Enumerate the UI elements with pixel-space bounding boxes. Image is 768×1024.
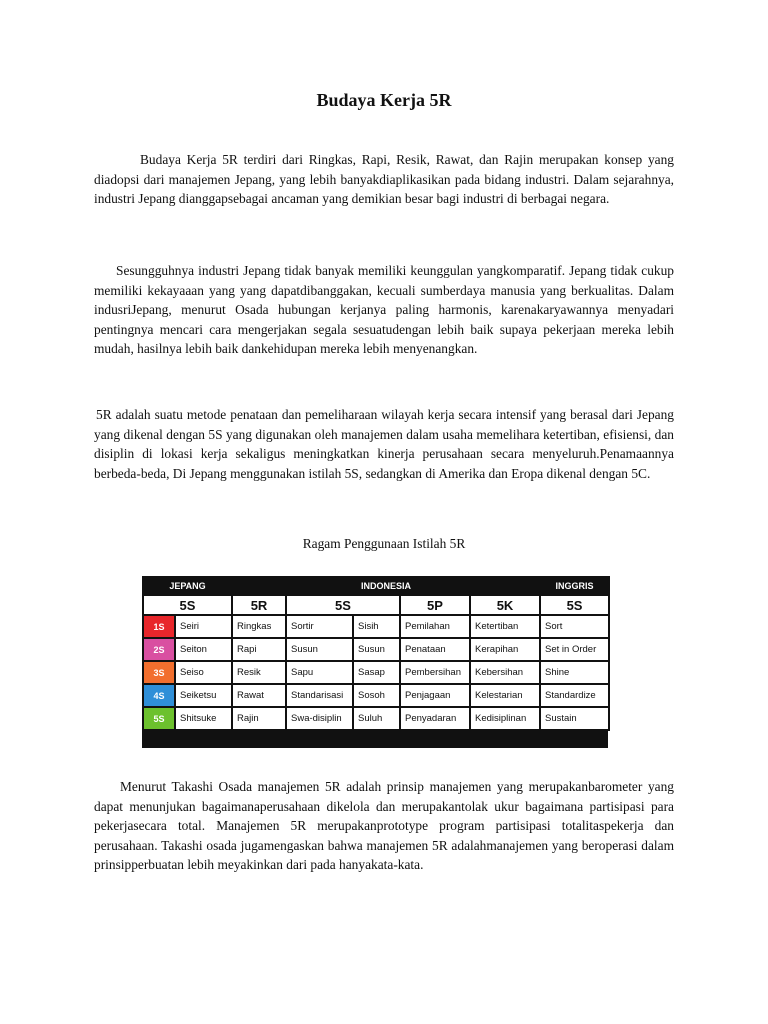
group-header-inggris: INGGRIS [540, 577, 609, 595]
table-cell: Seiso [175, 661, 232, 684]
group-header-jepang: JEPANG [143, 577, 232, 595]
table-cell: Seiri [175, 615, 232, 638]
table-cell: Sapu [286, 661, 353, 684]
table-cell: Seiton [175, 638, 232, 661]
table-cell: Set in Order [540, 638, 609, 661]
table-row [143, 661, 609, 684]
step-number-badge: 5S [143, 707, 175, 730]
table-cell: Sort [540, 615, 609, 638]
table-cell: Rajin [232, 707, 286, 730]
paragraph-japan-industry: Sesungguhnya industri Jepang tidak banyak memiliki keunggulan yangkomparatif. Jepang tidak cukup memiliki kekayaaan yang yang dapatdibanggakan, kecuali sumberdaya manusia yang berkualitas. Dalam indusriJepang, menurut Osada hubungan kerjanya paling harmonis, karenakaryawannya menyadari pentingnya mencari cara mengerjakan segala sesuatudengan lebih baik supaya pekerjaan mereka lebih mudah, hasilnya lebih baik dankehidupan mereka lebih menyenangkan. [94, 263, 674, 356]
step-number-badge: 1S [143, 615, 175, 638]
code-cell: 5P [400, 595, 470, 615]
table-cell: Sisih [353, 615, 400, 638]
step-number-badge: 4S [143, 684, 175, 707]
table-cell: Ringkas [232, 615, 286, 638]
table-cell: Susun [353, 638, 400, 661]
table-cell: Sortir [286, 615, 353, 638]
page-title: Budaya Kerja 5R [316, 90, 452, 110]
terms-table [142, 576, 610, 731]
paragraph-osada: Menurut Takashi Osada manajemen 5R adalah prinsip manajemen yang merupakanbarometer yang dapat menunjukan bagaimanaperusahaan dikelola dan merupakantolak ukur bagaimana partisipasi para pekerjasecara total. Manajemen 5R merupakanprototype program partisipasi totalitaspekerja dan perusahaan. Takashi osada jugamengaskan bahwa manajemen 5R adalahmanajemen yang beroperasi dalam prinsipperbuatan lebih meyakinkan dari pada hanyakata-kata. [94, 779, 674, 872]
table-cell: Susun [286, 638, 353, 661]
table-cell: Penjagaan [400, 684, 470, 707]
table-caption: Ragam Penggunaan Istilah 5R [302, 536, 466, 551]
table-cell: Seiketsu [175, 684, 232, 707]
code-cell: 5K [470, 595, 540, 615]
table-cell: Kelestarian [470, 684, 540, 707]
table-group-header-row [143, 577, 609, 595]
code-cell: 5S [540, 595, 609, 615]
terms-table-wrapper [142, 576, 608, 748]
table-code-row [143, 595, 609, 615]
table-cell: Pemilahan [400, 615, 470, 638]
table-cell: Sosoh [353, 684, 400, 707]
table-cell: Standardize [540, 684, 609, 707]
table-cell: Ketertiban [470, 615, 540, 638]
table-cell: Shine [540, 661, 609, 684]
table-row [143, 638, 609, 661]
group-header-indonesia: INDONESIA [232, 577, 540, 595]
paragraph-5r-method: 5R adalah suatu metode penataan dan pemeliharaan wilayah kerja secara intensif yang berasal dari Jepang yang dikenal dengan 5S yang digunakan oleh manajemen dalam usaha memelihara ketertiban, efisiensi, dan disiplin di lokasi kerja sekaligus meningkatkan kinerja perusahaan secara menyeluruh.Penamaannya berbeda-beda, Di Jepang menggunakan istilah 5S, sedangkan di Amerika dan Eropa dikenal dengan 5C. [94, 407, 674, 481]
step-number-badge: 2S [143, 638, 175, 661]
table-cell: Suluh [353, 707, 400, 730]
table-cell: Pembersihan [400, 661, 470, 684]
table-cell: Standarisasi [286, 684, 353, 707]
table-cell: Kerapihan [470, 638, 540, 661]
table-row [143, 707, 609, 730]
table-cell: Kebersihan [470, 661, 540, 684]
code-cell: 5R [232, 595, 286, 615]
table-cell: Resik [232, 661, 286, 684]
table-cell: Penataan [400, 638, 470, 661]
code-cell: 5S [286, 595, 400, 615]
step-number-badge: 3S [143, 661, 175, 684]
table-cell: Rapi [232, 638, 286, 661]
table-cell: Kedisiplinan [470, 707, 540, 730]
table-row [143, 684, 609, 707]
table-cell: Sustain [540, 707, 609, 730]
table-row [143, 615, 609, 638]
code-cell: 5S [143, 595, 232, 615]
paragraph-intro: Budaya Kerja 5R terdiri dari Ringkas, Rapi, Resik, Rawat, dan Rajin merupakan konsep yang diadopsi dari manajemen Jepang, yang lebih banyakdiaplikasikan pada bidang industri. Dalam sejarahnya, industri Jepang dianggapsebagai ancaman yang demikian besar bagi industri di berbagai negara. [94, 152, 674, 206]
table-cell: Swa-disiplin [286, 707, 353, 730]
table-cell: Sasap [353, 661, 400, 684]
table-cell: Shitsuke [175, 707, 232, 730]
table-cell: Rawat [232, 684, 286, 707]
table-cell: Penyadaran [400, 707, 470, 730]
